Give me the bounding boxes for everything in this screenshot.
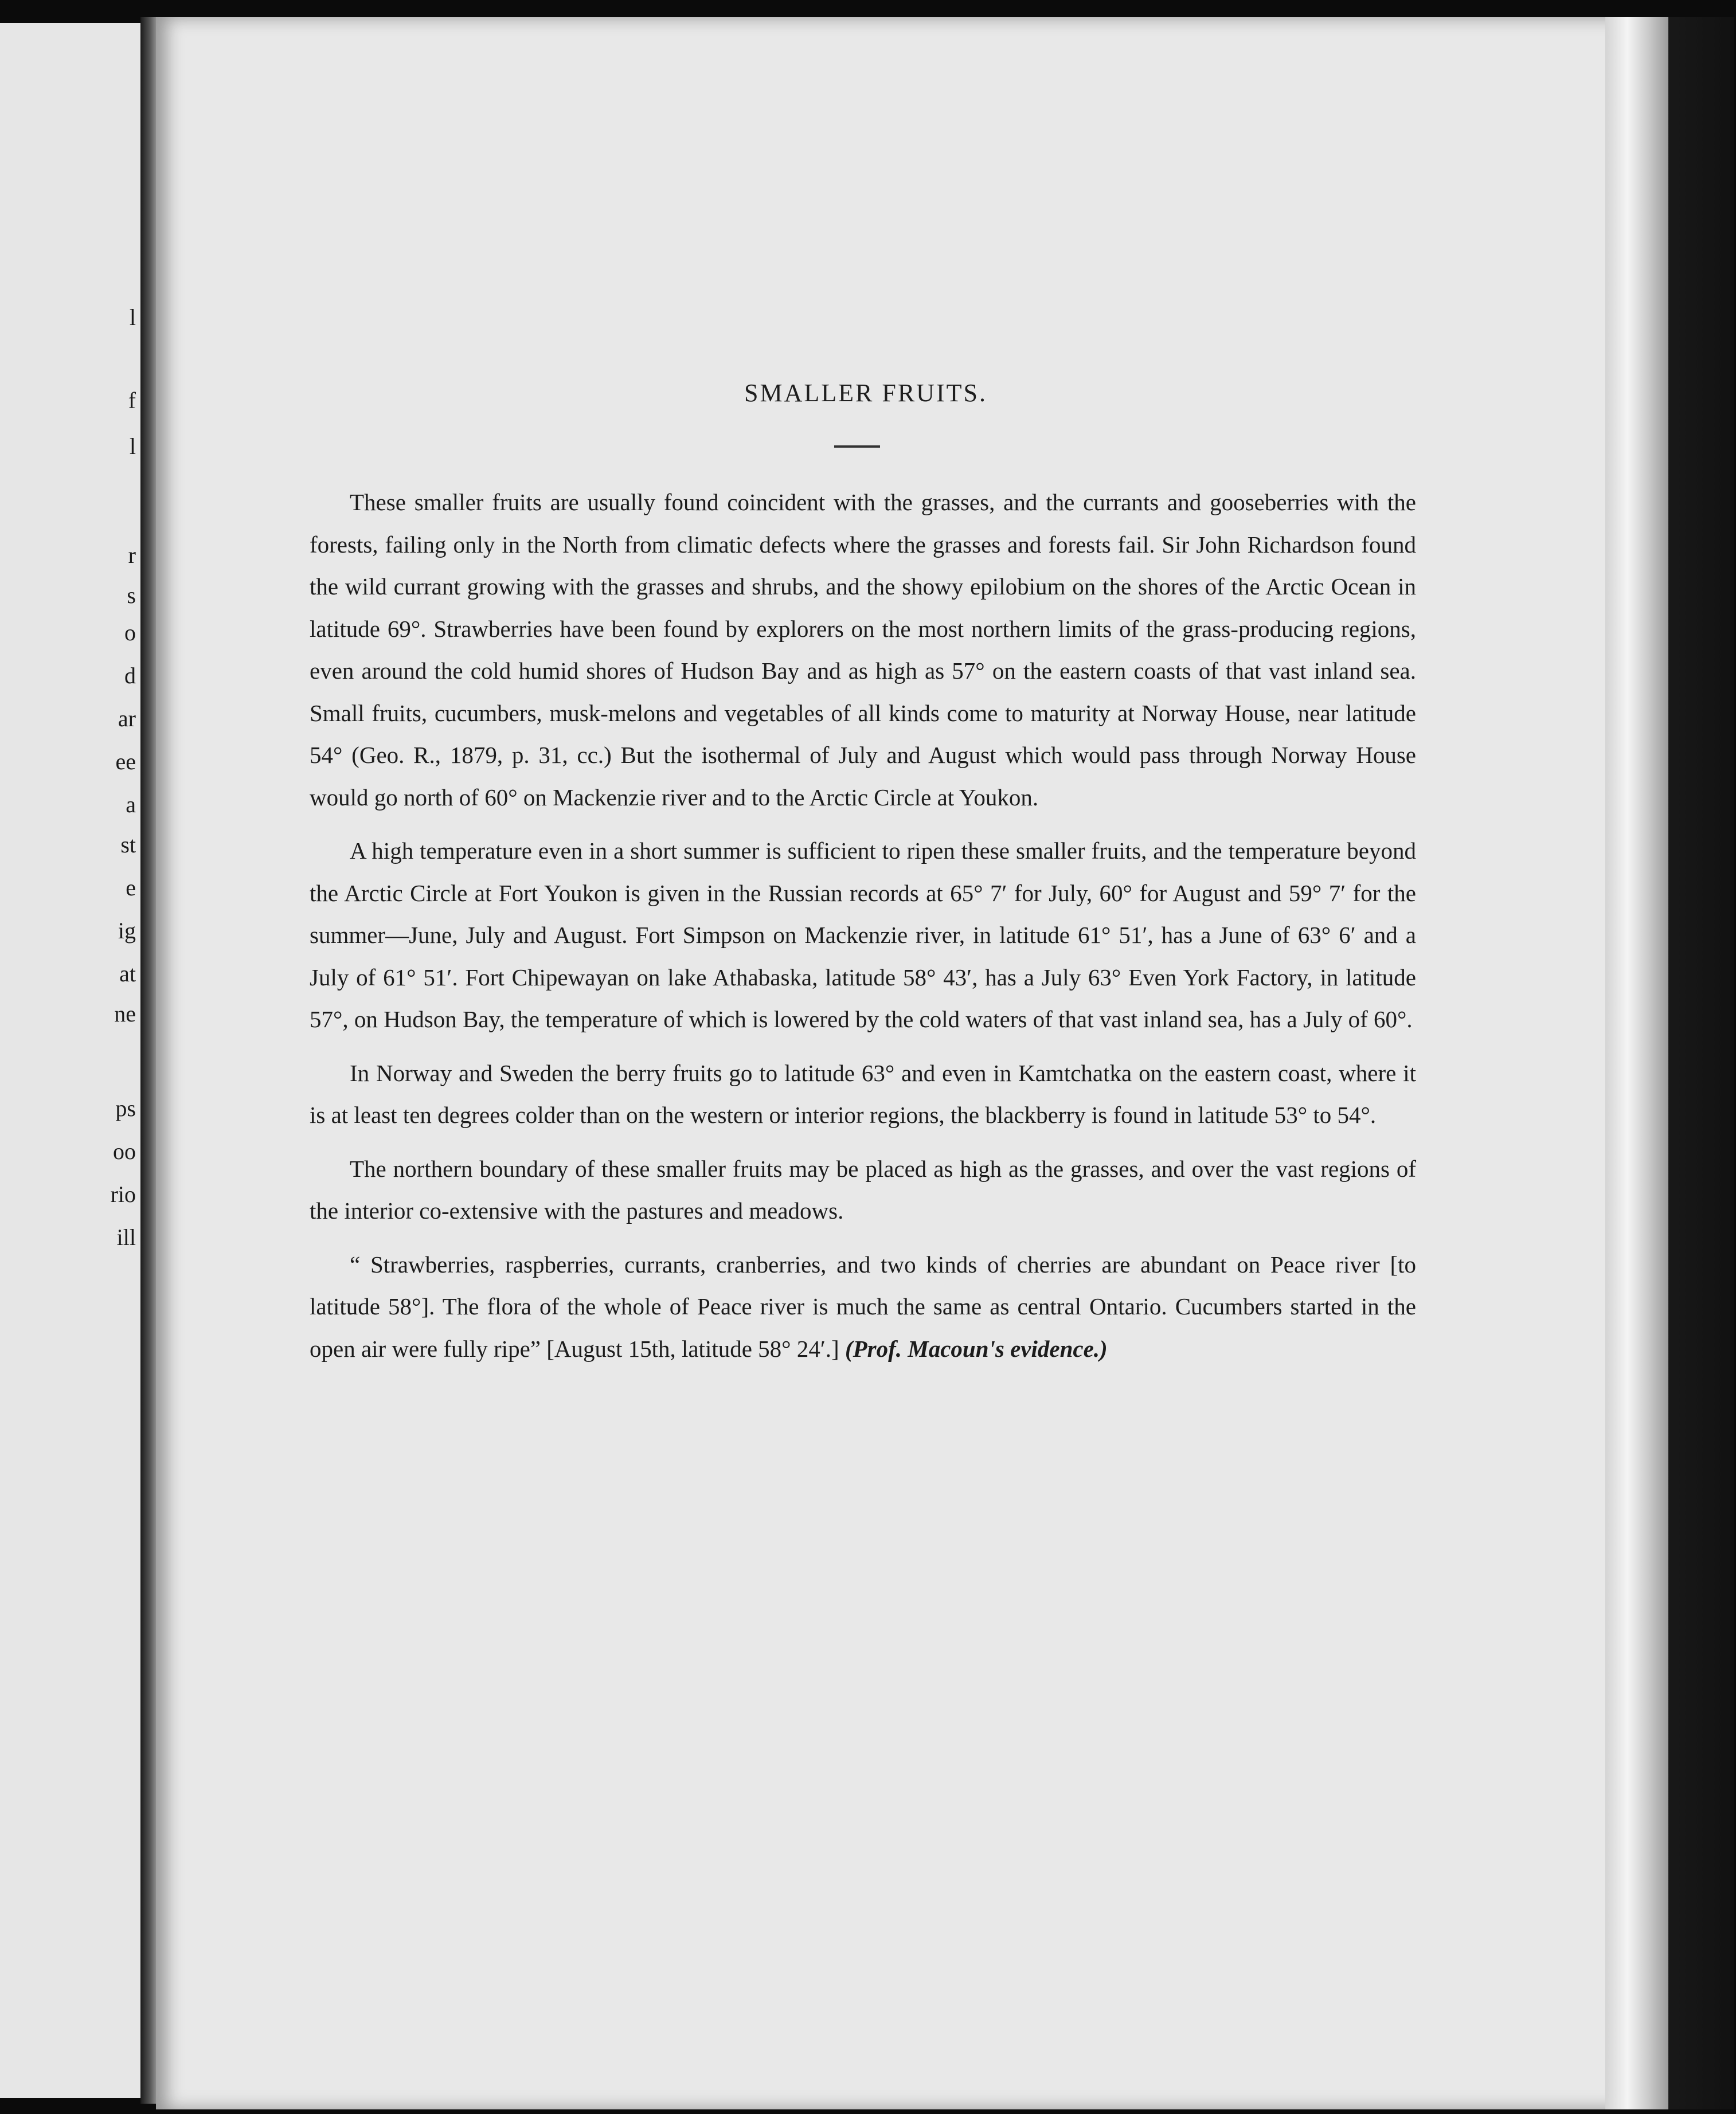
left-fragment: s	[127, 582, 136, 608]
book-gutter	[140, 17, 158, 2104]
left-fragment: l	[129, 433, 136, 459]
paragraph: These smaller fruits are usually found coincident with the grasses, and the currants and gooseberries with the forests, failing only in the North from climatic defects where the grasses and forests fail. Sir John Richardson found the wild currant growing with the grasses and shrubs, and the showy epilobium on the shores of the Arctic Ocean in latitude 69°. Strawberries have been found by explorers on the most northern limits of the grass-producing regions, even around the cold humid shores of Hudson Bay and as high as 57° on the eastern coasts of that vast inland sea. Small fruits, cucumbers, musk-melons and vegetables of all kinds come to maturity at Norway House, near latitude 54° (Geo. R., 1879, p. 31, cc.) But the isothermal of July and August which would pass through Norway House would go north of 60° on Mackenzie river and to the Arctic Circle at Youkon.	[310, 489, 1416, 811]
paragraph: In Norway and Sweden the berry fruits go to latitude 63° and even in Kamtchatka on the eastern coast, where it is at least ten degrees colder than on the western or interior regions, the blackberry is found in latitude 53° to 54°.	[310, 1059, 1416, 1128]
citation: (Prof. Macoun's evidence.)	[844, 1335, 1108, 1362]
left-fragment: ee	[115, 749, 136, 774]
left-fragment: oo	[113, 1138, 136, 1164]
left-fragment: st	[120, 832, 136, 858]
left-fragment: ar	[118, 706, 136, 731]
paragraph: A high temperature even in a short summer is sufficient to ripen these smaller fruits, and the temperature beyond the Arctic Circle at Fort Youkon is given in the Russian records at 65° 7′ for July, 60° for August and 59° 7′ for the summer—June, July and August. Fort Simpson on Mackenzie river, in latitude 61° 51′, has a June of 63° 6′ and a July of 61° 51′. Fort Chipewayan on lake Athabaska, latitude 58° 43′, has a July 63° Even York Factory, in latitude 57°, on Hudson Bay, the temperature of which is lowered by the cold waters of that vast inland sea, has a July of 60°.	[310, 837, 1416, 1032]
quote-text: “ Strawberries, raspberries, currants, cranberries, and two kinds of cherries are abundant on Peace river [to latitude 58°]. The flora of the whole of Peace river is much the same as central Ontario. Cucumbers started in the open air were fully ripe” [August 15th, latitude 58° 24′.]	[310, 1251, 1416, 1362]
left-fragment: at	[119, 961, 136, 986]
left-fragment: r	[128, 542, 136, 568]
body-text	[310, 481, 1416, 1381]
left-fragment: e	[126, 875, 136, 901]
left-fragment: ill	[116, 1224, 136, 1250]
left-fragment: o	[124, 620, 136, 645]
quote-paragraph	[310, 1244, 1416, 1371]
left-fragment: f	[128, 387, 136, 413]
left-fragment: d	[124, 663, 136, 688]
page-title: SMALLER FRUITS.	[744, 379, 987, 407]
left-fragment: ps	[115, 1095, 136, 1121]
left-fragment: ne	[114, 1001, 136, 1027]
title-rule	[834, 445, 880, 448]
left-page-fragment	[0, 23, 140, 2098]
paragraph: The northern boundary of these smaller fruits may be placed as high as the grasses, and over the vast regions of the interior co-extensive with the pastures and meadows.	[310, 1155, 1416, 1224]
left-fragment: a	[126, 792, 136, 817]
page-edge-stack	[1605, 17, 1668, 2109]
left-fragment: l	[129, 304, 136, 330]
left-fragment: ig	[118, 918, 136, 944]
left-fragment: rio	[110, 1181, 136, 1207]
